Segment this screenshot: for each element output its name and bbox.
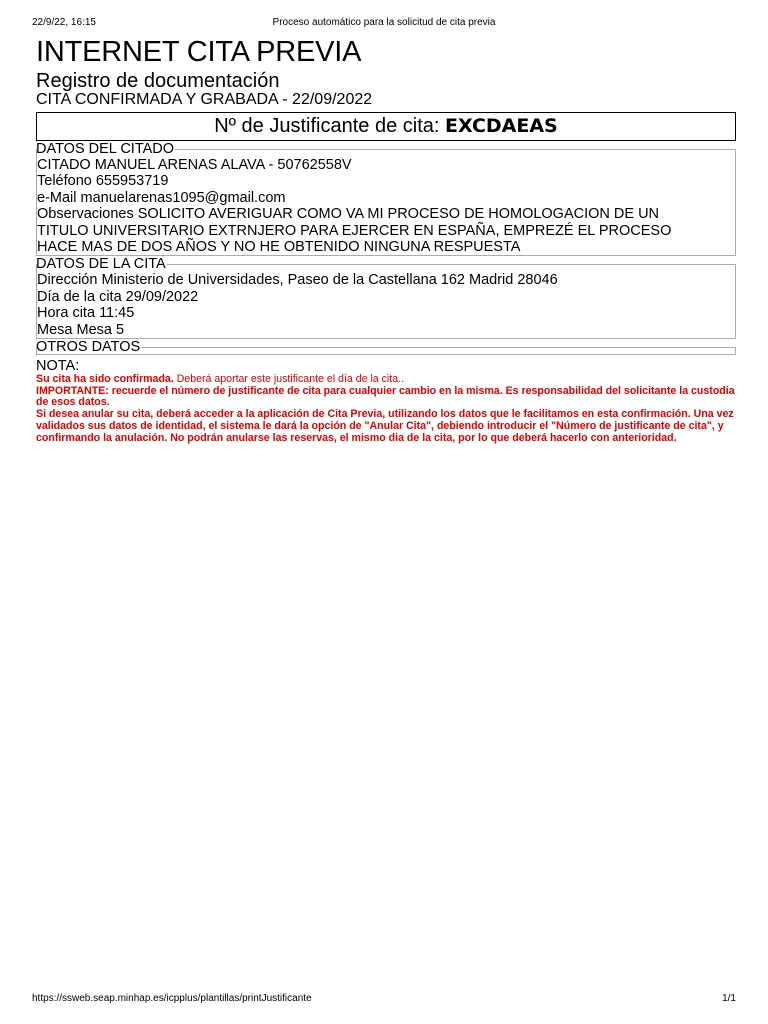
- cita-legend: DATOS DE LA CITA: [36, 256, 166, 273]
- otros-legend-rule: [141, 347, 736, 348]
- justificante-label: Nº de Justificante de cita:: [214, 115, 440, 137]
- print-footer: [32, 993, 736, 1007]
- cita-legend-rule: [167, 264, 736, 265]
- dia-label: Día de la cita: [37, 288, 122, 305]
- nota-importante: IMPORTANTE: recuerde el número de justificante de cita para cualquier cambio en la misma. Es responsabilidad del solicitante la custodia de esos datos.: [36, 384, 735, 409]
- page-number: 1/1: [722, 993, 736, 1004]
- mesa-value: Mesa 5: [76, 321, 125, 338]
- observaciones-label: Observaciones: [37, 206, 134, 223]
- citado-frame: [36, 149, 736, 256]
- hora-value: 11:45: [99, 305, 135, 322]
- observaciones-value: SOLICITO AVERIGUAR COMO VA MI PROCESO DE HOMOLOGACION DE UN TITULO UNIVERSITARIO EXTRNJERO PARA EJERCER EN ESPAÑA, EMPREZÉ EL PROCESO HACE MAS DE DOS AÑOS Y NO HE OBTENIDO NINGUNA RESPUESTA: [37, 206, 672, 256]
- section-cita: [36, 256, 736, 339]
- nota-title: NOTA:: [36, 358, 80, 375]
- citado-legend: DATOS DEL CITADO: [36, 141, 175, 157]
- page-title: INTERNET CITA PREVIA: [36, 36, 362, 68]
- telefono-value: 655953719: [95, 173, 169, 190]
- nota-confirmed: Su cita ha sido confirmada.: [36, 373, 174, 386]
- citado-label: CITADO: [37, 157, 91, 173]
- nota-aportar: Deberá aportar este justificante el día de la cita..: [176, 373, 405, 386]
- justificante-box: [36, 112, 736, 141]
- dia-value: 29/09/2022: [125, 288, 199, 305]
- telefono-label: Teléfono: [37, 173, 92, 190]
- print-date: 22/9/22, 16:15: [32, 17, 96, 28]
- mesa-label: Mesa: [37, 321, 73, 338]
- section-otros: [36, 339, 736, 356]
- nota-anular: Si desea anular su cita, deberá acceder a la aplicación de Cita Previa, utilizando los datos que le facilitamos en esta confirmación. Una vez validados sus datos de identidad, el sistema le dará la opción de "Anular Cita", debiendo introducir el "Número de justificante de cita", y confirmando la anulación. No podrán anularse las reservas, el mismo dia de la cita, por lo que deberá hacerlo con anterioridad.: [36, 408, 734, 444]
- nota-text: [36, 374, 736, 444]
- hora-label: Hora cita: [37, 305, 96, 322]
- cita-frame: [36, 264, 736, 339]
- citado-value: MANUEL ARENAS ALAVA - 50762558V: [94, 157, 352, 173]
- print-page-title: Proceso automático para la solicitud de cita previa: [272, 17, 496, 28]
- email-label: e-Mail: [37, 189, 77, 206]
- direccion-value: Ministerio de Universidades, Paseo de la Castellana 162 Madrid 28046: [101, 272, 558, 289]
- otros-legend: OTROS DATOS: [36, 339, 141, 356]
- page-subtitle: Registro de documentación: [36, 70, 280, 92]
- justificante-code: EXCDAEAS: [445, 115, 558, 137]
- section-citado: [36, 141, 736, 256]
- email-value: manuelarenas1095@gmail.com: [80, 189, 286, 206]
- print-header: [32, 17, 736, 31]
- print-url: https://ssweb.seap.minhap.es/icpplus/plantillas/printJustificante: [32, 993, 312, 1004]
- document-content: [36, 36, 736, 444]
- citado-legend-rule: [175, 149, 736, 150]
- confirmation-status: CITA CONFIRMADA Y GRABADA - 22/09/2022: [36, 91, 373, 108]
- direccion-label: Dirección: [37, 272, 98, 289]
